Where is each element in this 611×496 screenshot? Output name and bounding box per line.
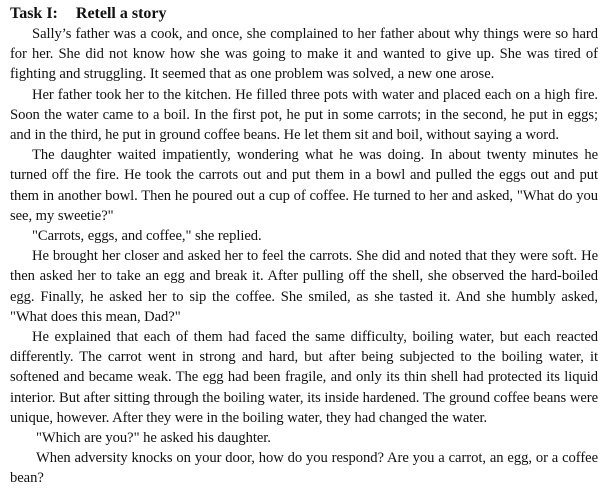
story-paragraph: He brought her closer and asked her to feel the carrots. She did and noted that they were soft. He then asked her to take an egg and break it. After pulling off the shell, she observed the hard-boiled egg. Finally, he asked her to sip the coffee. She smiled, as she tasted it. And she humbly asked, "What does this mean, Dad?" (10, 248, 598, 325)
task-number: Task I: (10, 5, 58, 22)
story-paragraph: "Which are you?" he asked his daughter. (36, 430, 271, 447)
story-paragraph: When adversity knocks on your door, how do you respond? Are you a carrot, an egg, or a coffee bean? (10, 450, 598, 487)
document-page (10, 3, 598, 489)
task-heading (10, 3, 598, 24)
story-paragraph: Sally’s father was a cook, and once, she complained to her father about why things were so hard for her. She did not know how she was going to make it and wanted to give up. She was tired of fighting and struggling. It seemed that as one problem was solved, a new one arose. (10, 26, 598, 83)
story-paragraph: The daughter waited impatiently, wondering what he was doing. In about twenty minutes he turned off the fire. He took the carrots out and put them in a bowl and pulled the eggs out and put them in another bowl. Then he poured out a cup of coffee. He turned to her and asked, "What do you see, my sweetie?" (10, 147, 598, 224)
story-paragraph: "Carrots, eggs, and coffee," she replied. (32, 228, 262, 245)
story-paragraph: He explained that each of them had faced the same difficulty, boiling water, but each reacted differently. The carrot went in strong and hard, but after being subjected to the boiling water, it softened and became weak. The egg had been fragile, and only its thin shell had protected its liquid interior. But after sitting through the boiling water, its inside hardened. The ground coffee beans were unique, however. After they were in the boiling water, they had changed the water. (10, 329, 598, 426)
story-paragraph: Her father took her to the kitchen. He filled three pots with water and placed each on a high fire. Soon the water came to a boil. In the first pot, he put in some carrots; in the second, he put in eggs; and in the third, he put in ground coffee beans. He let them sit and boil, without saying a word. (10, 86, 598, 144)
task-title: Retell a story (75, 5, 167, 22)
